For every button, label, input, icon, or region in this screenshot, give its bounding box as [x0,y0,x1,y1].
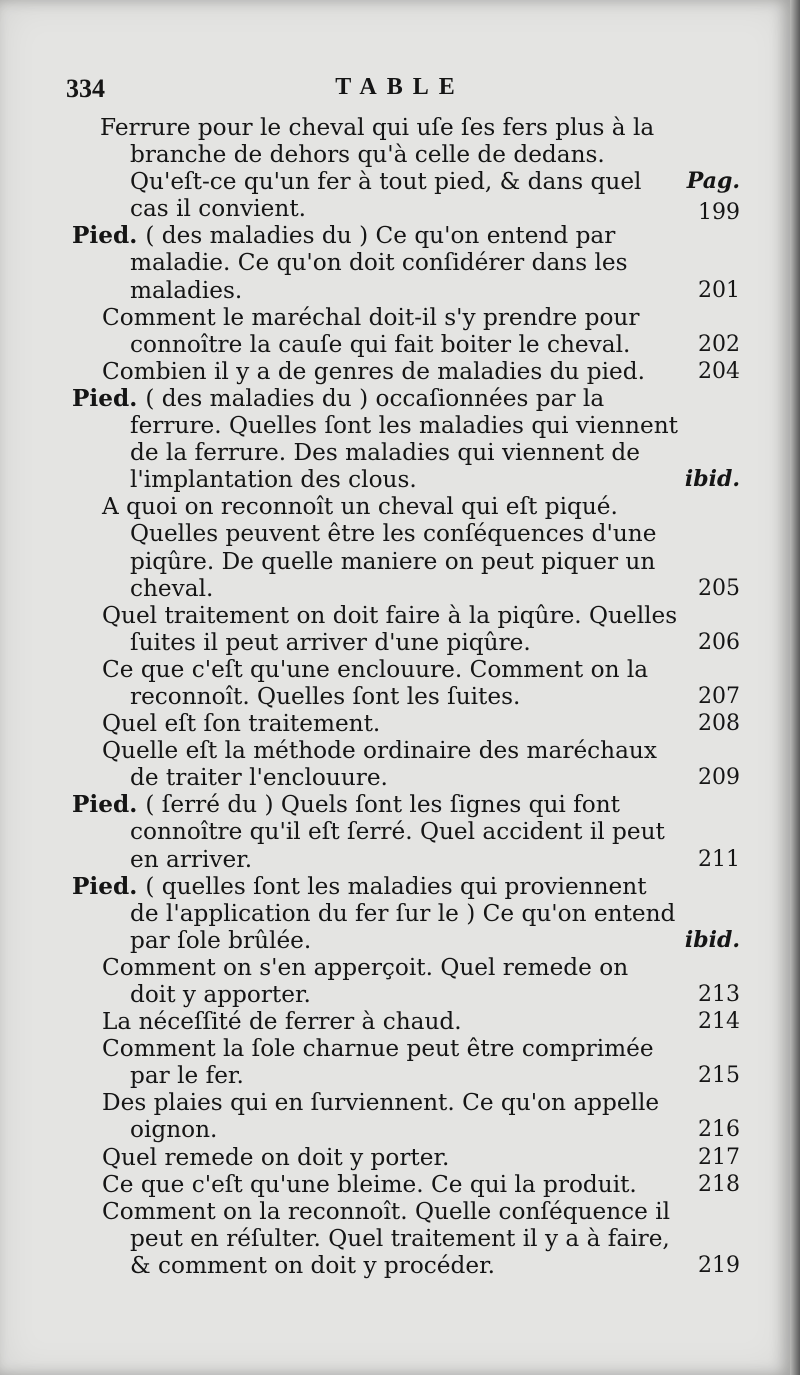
index-entry [60,385,740,493]
page-reference: 211 [698,846,740,872]
index-entry [60,954,740,1008]
index-entry [60,1144,740,1171]
index-entry [60,602,740,656]
index-entry [60,1198,740,1279]
table-entries [60,114,740,1279]
entry-text: Combien il y a de genres de maladies du pied. [102,357,645,385]
page-reference: 202 [698,331,740,357]
page-reference: 207 [698,683,740,709]
page-number: 334 [66,74,105,103]
entry-text: Quel eſt ſon traitement. [102,710,381,738]
index-entry [60,791,740,872]
page-edge-shadow [790,0,800,1375]
index-entry [60,737,740,791]
page-reference: 216 [698,1117,740,1143]
entry-heading: Pied. [72,222,146,250]
entry-text: Ce que c'eſt qu'une bleime. Ce qui la produit. [102,1170,637,1198]
index-entry [60,1008,740,1035]
entry-text: ( quelles ſont les maladies qui proviennent de l'application du fer ſur le ) Ce qu'on entend par ſole brûlée. [130,872,676,954]
entry-text: Quel traitement on doit faire à la piqûre. Quelles ſuites il peut arriver d'une piqûre. [102,601,678,656]
page-reference: ibid. [684,926,740,953]
page-reference: 205 [698,575,740,601]
entry-text: ( ſerré du ) Quels ſont les ſignes qui font connoître qu'il eſt ſerré. Quel accident il peut en arriver. [130,791,665,873]
page-label: Pag. [686,168,740,194]
page-reference: 209 [698,765,740,791]
entry-text: Comment on s'en apperçoit. Quel remede on doit y apporter. [102,953,629,1008]
entry-text: Ce que c'eſt qu'une enclouure. Comment on la reconnoît. Quelles ſont les ſuites. [102,655,649,710]
page-header [60,74,700,110]
page-reference: 204 [698,358,740,384]
index-entry [60,1089,740,1143]
entry-text: Comment la ſole charnue peut être comprimée par le fer. [102,1035,654,1090]
entry-text: ( des maladies du ) Ce qu'on entend par maladie. Ce qu'on doit conſidérer dans les maladies. [130,222,628,304]
entry-text: A quoi on reconnoît un cheval qui eſt piqué. Quelles peuvent être les conſéquences d'une piqûre. De quelle maniere on peut piquer un cheval. [102,493,657,602]
entry-text: Comment on la reconnoît. Quelle conſéquence il peut en réſulter. Quel traitement il y a à faire, & comment on doit y procéder. [102,1197,671,1279]
running-title: TABLE [335,74,465,100]
page-reference: 199 [698,200,740,226]
index-entry [60,358,740,385]
page-reference: 201 [698,277,740,303]
index-entry [60,656,740,710]
entry-heading: Pied. [72,384,146,412]
index-entry [60,710,740,737]
entry-text: Quelle eſt la méthode ordinaire des maréchaux de traiter l'enclouure. [102,737,657,792]
page-reference: 215 [698,1063,740,1089]
index-entry [60,222,740,303]
entry-text: Ferrure pour le cheval qui uſe ſes fers plus à la branche de dehors qu'à celle de dedans. Qu'eſt-ce qu'un fer à tout pied, & dans quel cas il convient. [100,114,655,223]
index-entry [60,304,740,358]
page-reference: 217 [698,1144,740,1170]
page-reference: 214 [698,1009,740,1035]
entry-text: Comment le maréchal doit-il s'y prendre pour connoître la cauſe qui fait boiter le cheval. [102,303,640,358]
page-reference: 208 [698,711,740,737]
entry-text: ( des maladies du ) occaſionnées par la ferrure. Quelles ſont les maladies qui viennent de la ferrure. Des maladies qui viennent de l'implantation des clous. [130,384,678,494]
index-entry [60,114,740,226]
page-reference: ibid. [684,466,740,493]
entry-text: La néceſſité de ferrer à chaud. [102,1008,462,1036]
entry-text: Des plaies qui en ſurviennent. Ce qu'on appelle oignon. [102,1089,660,1144]
page-reference: 218 [698,1171,740,1197]
index-entry [60,493,740,601]
entry-heading: Pied. [72,872,146,900]
page-reference: 219 [698,1252,740,1278]
index-entry [60,1171,740,1198]
index-entry [60,1035,740,1089]
page-reference: 206 [698,629,740,655]
entry-text: Quel remede on doit y porter. [102,1143,450,1171]
index-entry [60,873,740,954]
entry-heading: Pied. [72,791,146,819]
page-reference: 213 [698,982,740,1007]
